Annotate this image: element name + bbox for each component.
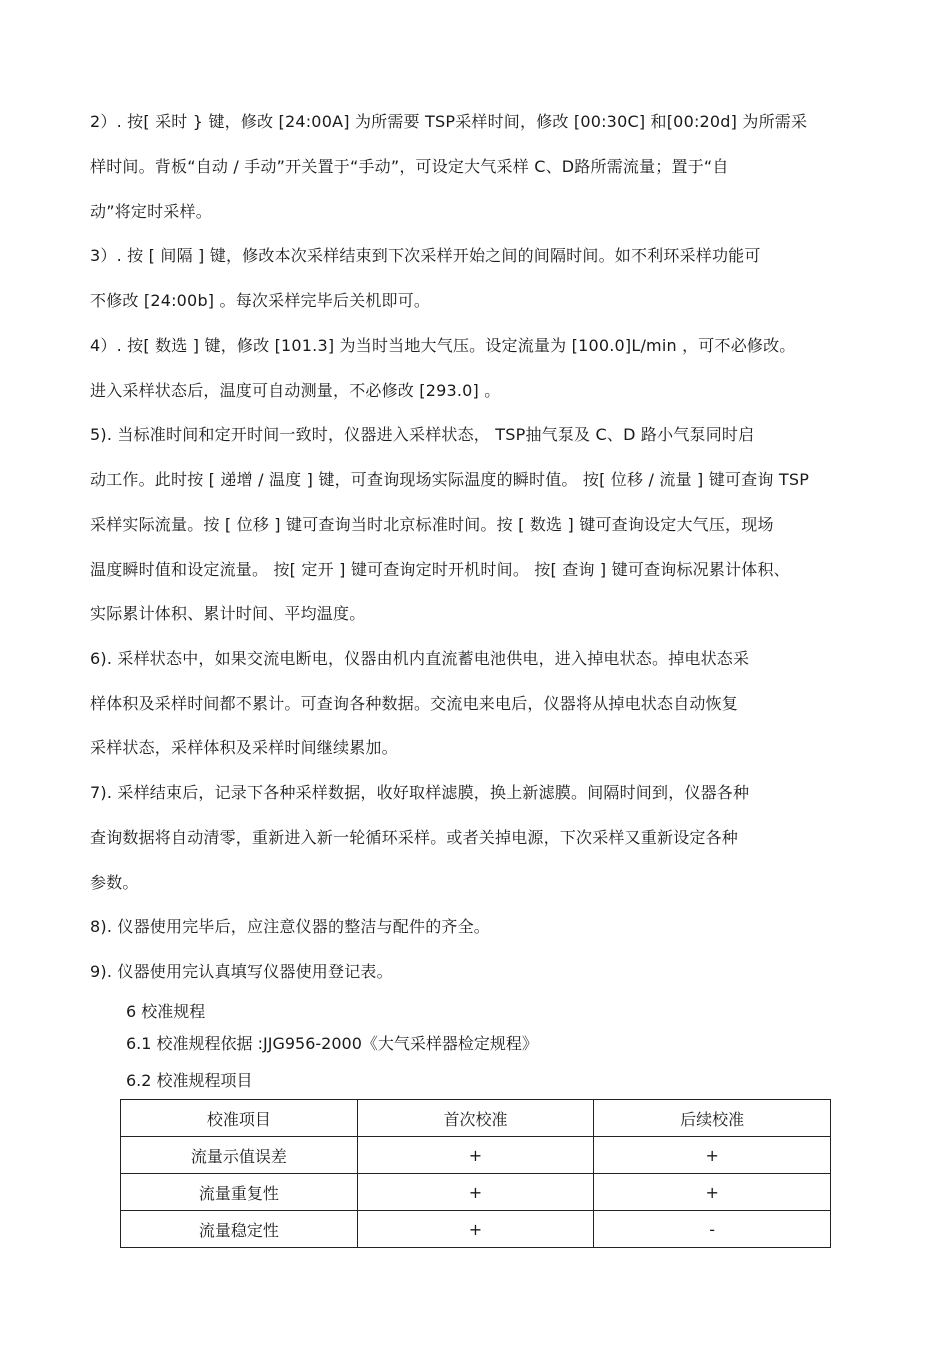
- table-cell: +: [357, 1137, 594, 1174]
- paragraph-line: 4）. 按[ 数选 ] 键，修改 [101.3] 为当时当地大气压。设定流量为 [100.0]L/min ，可不必修改。: [90, 336, 796, 355]
- table-header-row: [121, 1100, 831, 1137]
- paragraph-line: 动工作。此时按 [ 递增 / 温度 ] 键，可查询现场实际温度的瞬时值。 按[ 位移 / 流量 ] 键可查询 TSP: [90, 470, 810, 489]
- paragraph-line: 参数。: [90, 873, 139, 892]
- paragraph-line: 温度瞬时值和设定流量。 按[ 定开 ] 键可查询定时开机时间。 按[ 查询 ] 键可查询标况累计体积、: [90, 560, 790, 579]
- table-cell: 流量稳定性: [121, 1211, 358, 1248]
- table-cell: +: [357, 1174, 594, 1211]
- paragraph-line: 6). 采样状态中，如果交流电断电，仪器由机内直流蓄电池供电，进入掉电状态。掉电状态采: [90, 649, 750, 668]
- calibration-table: [120, 1099, 831, 1248]
- table-cell: -: [594, 1211, 831, 1248]
- paragraph-line: 7). 采样结束后，记录下各种采样数据，收好取样滤膜，换上新滤膜。间隔时间到，仪器各种: [90, 783, 750, 802]
- table-cell: +: [594, 1174, 831, 1211]
- table-cell: 流量示值误差: [121, 1137, 358, 1174]
- paragraph-line: 样时间。背板“自动 / 手动”开关置于“手动”，可设定大气采样 C、D路所需流量；置于“自: [90, 157, 729, 176]
- table-cell: +: [357, 1211, 594, 1248]
- table-row: [121, 1174, 831, 1211]
- paragraph-line: 采样状态，采样体积及采样时间继续累加。: [90, 738, 398, 757]
- section-title: 6 校准规程: [126, 1002, 206, 1021]
- section-basis: 6.1 校准规程依据 :JJG956-2000《大气采样器检定规程》: [126, 1034, 538, 1053]
- paragraph-line: 5). 当标准时间和定开时间一致时，仪器进入采样状态， TSP抽气泵及 C、D 路小气泵同时启: [90, 425, 755, 444]
- table-cell: +: [594, 1137, 831, 1174]
- table-row: [121, 1137, 831, 1174]
- paragraph-line: 采样实际流量。按 [ 位移 ] 键可查询当时北京标准时间。按 [ 数选 ] 键可查询设定大气压，现场: [90, 515, 774, 534]
- paragraph-line: 进入采样状态后，温度可自动测量，不必修改 [293.0] 。: [90, 381, 501, 400]
- paragraph-line: 不修改 [24:00b] 。每次采样完毕后关机即可。: [90, 291, 431, 310]
- table-header-cell: 首次校准: [357, 1100, 594, 1137]
- paragraph-line: 3）. 按 [ 间隔 ] 键，修改本次采样结束到下次采样开始之间的间隔时间。如不利环采样功能可: [90, 246, 761, 265]
- table-cell: 流量重复性: [121, 1174, 358, 1211]
- table-header-cell: 校准项目: [121, 1100, 358, 1137]
- paragraph-line: 实际累计体积、累计时间、平均温度。: [90, 604, 366, 623]
- table-header-cell: 后续校准: [594, 1100, 831, 1137]
- paragraph-line: 动”将定时采样。: [90, 202, 212, 221]
- paragraph-line: 9). 仪器使用完认真填写仪器使用登记表。: [90, 962, 393, 981]
- table-row: [121, 1211, 831, 1248]
- paragraph-line: 8). 仪器使用完毕后，应注意仪器的整洁与配件的齐全。: [90, 917, 490, 936]
- section-items-title: 6.2 校准规程项目: [126, 1071, 253, 1090]
- paragraph-line: 样体积及采样时间都不累计。可查询各种数据。交流电来电后，仪器将从掉电状态自动恢复: [90, 694, 739, 713]
- paragraph-line: 2）. 按[ 采时 } 键，修改 [24:00A] 为所需要 TSP采样时间，修改 [00:30C] 和[00:20d] 为所需采: [90, 112, 808, 131]
- paragraph-line: 查询数据将自动清零，重新进入新一轮循环采样。或者关掉电源，下次采样又重新设定各种: [90, 828, 739, 847]
